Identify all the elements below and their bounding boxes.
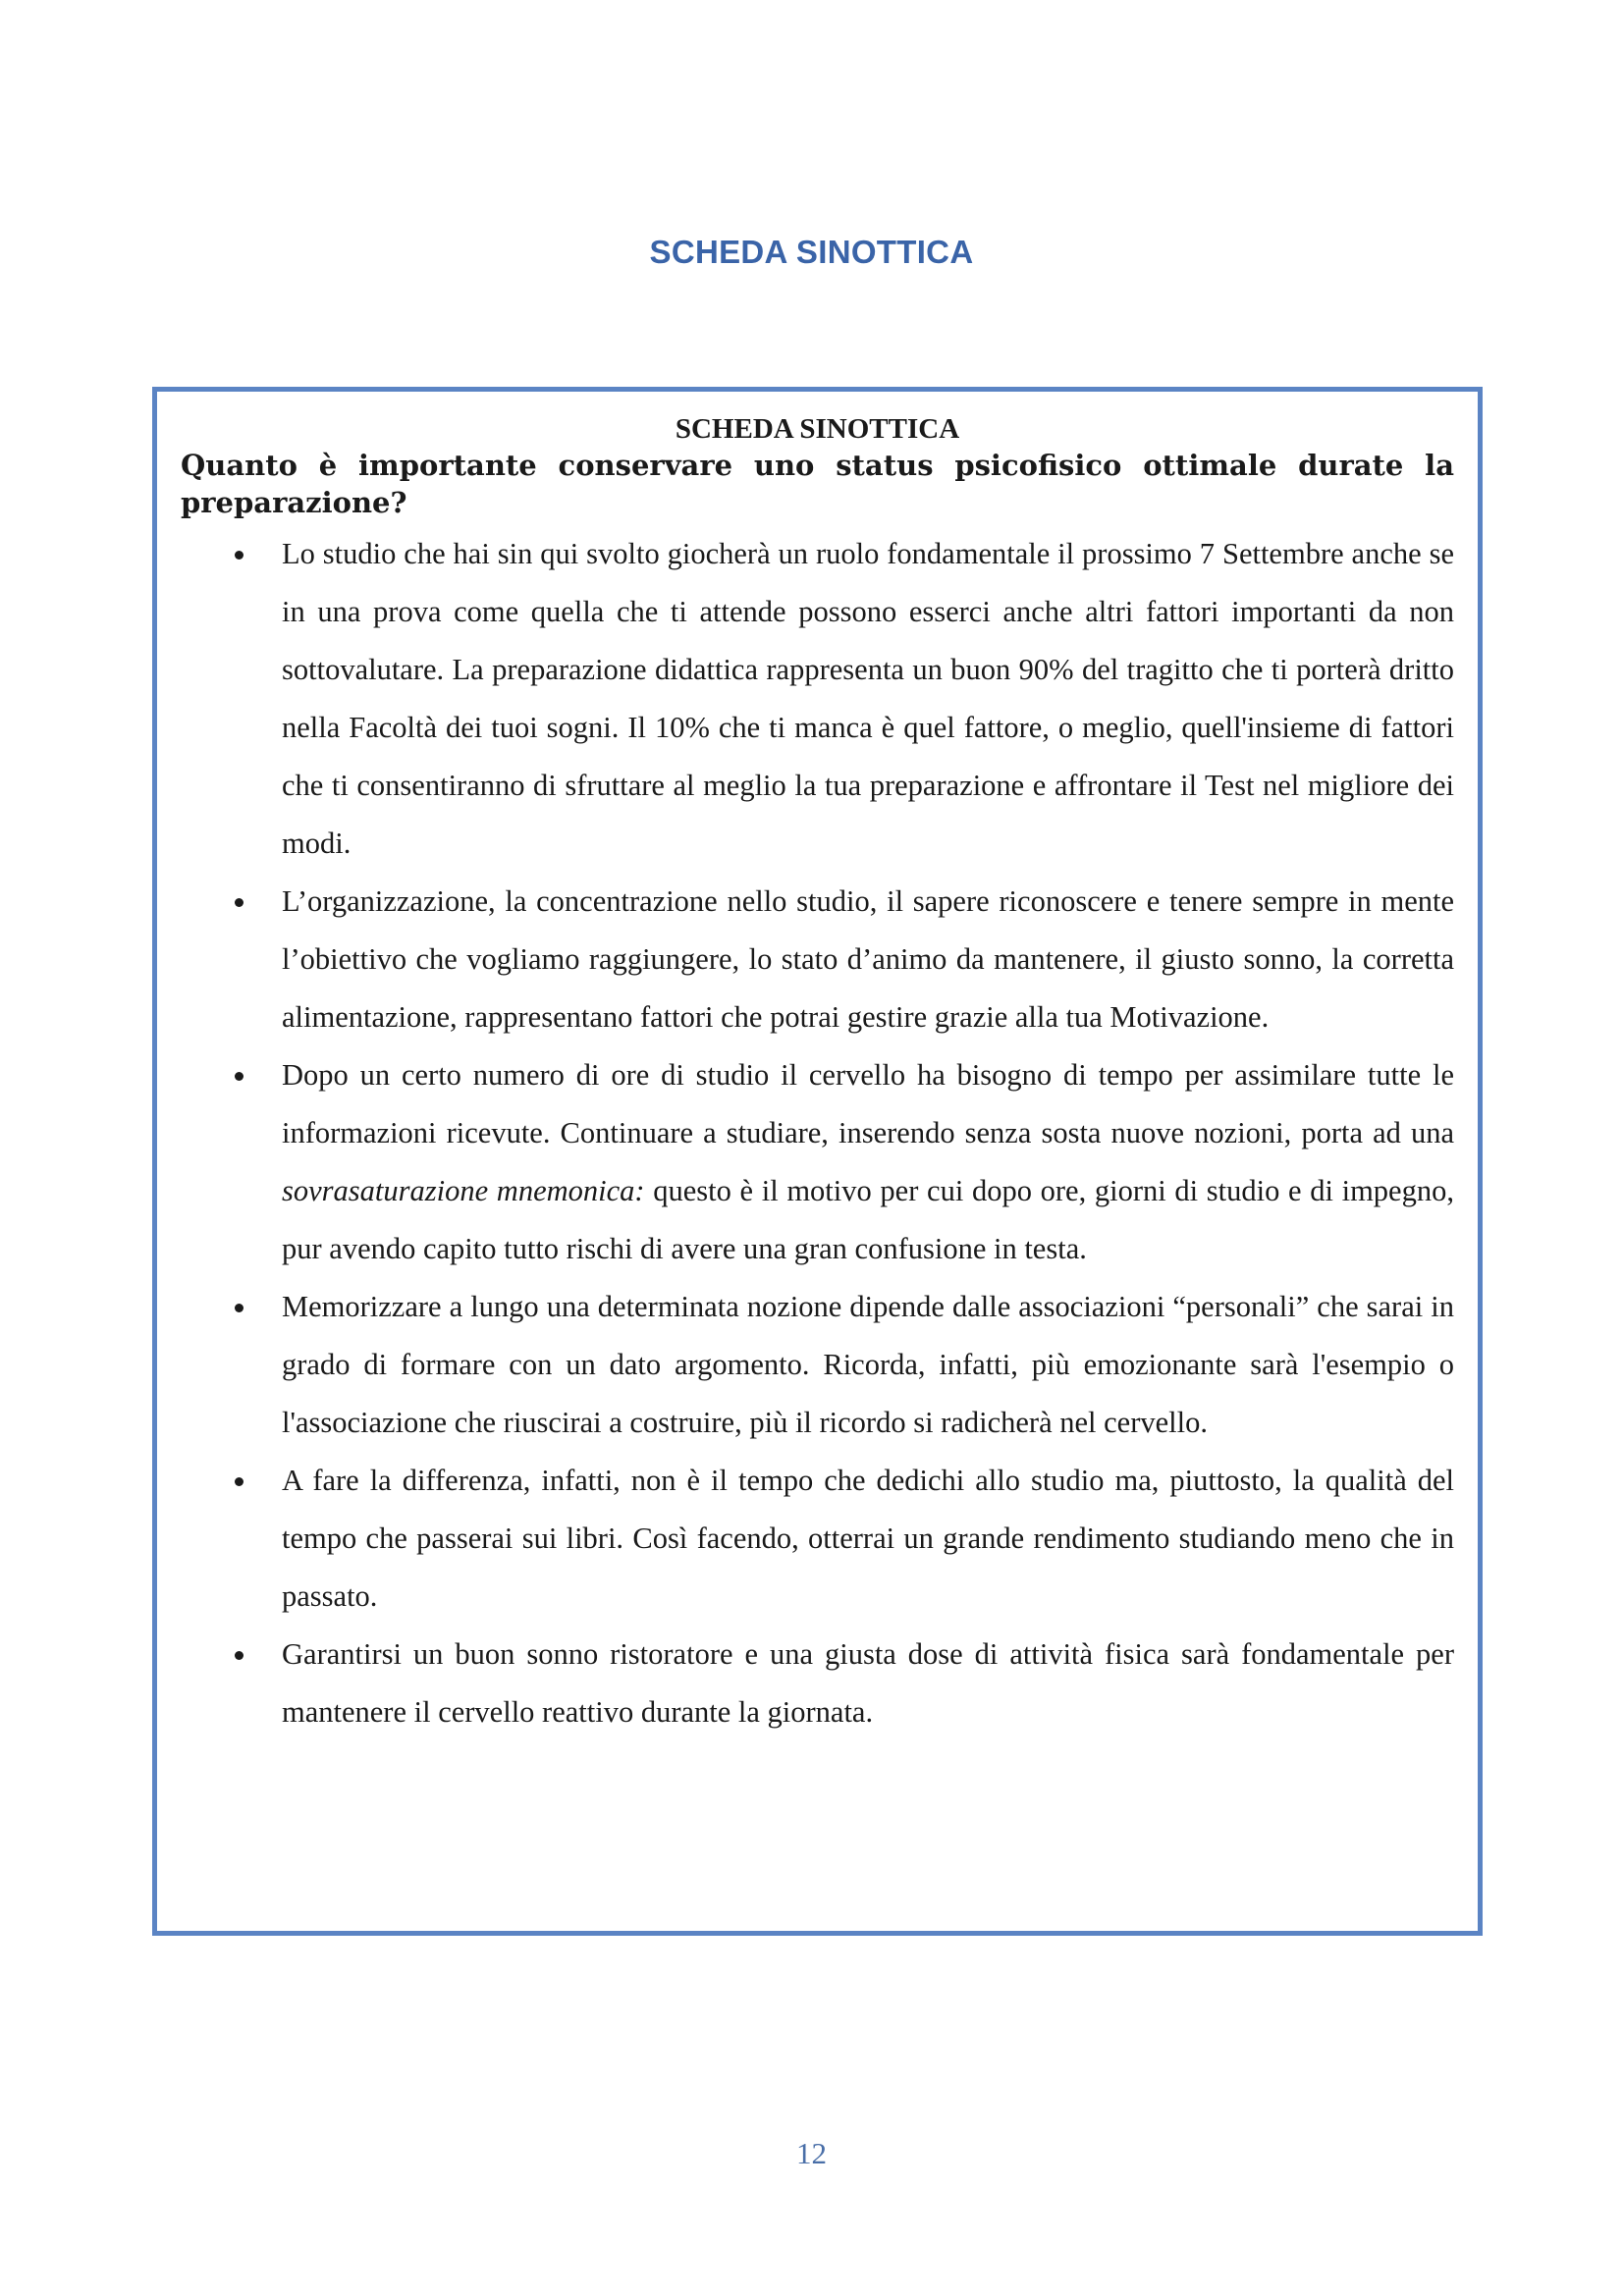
list-item: [181, 1626, 1454, 1741]
bullet-text: Garantirsi un buon sonno ristoratore e una giusta dose di attività fisica sarà fondamentale per mantenere il cervello reattivo durante la giornata.: [282, 1637, 1454, 1729]
list-item: [181, 525, 1454, 873]
bullet-text-italic: sovrasaturazione mnemonica:: [282, 1174, 645, 1207]
bullet-icon: [235, 898, 243, 907]
bullet-icon: [235, 1651, 243, 1660]
bullet-text: L’organizzazione, la concentrazione nello studio, il sapere riconoscere e tenere sempre in mente l’obiettivo che vogliamo raggiungere, lo stato d’animo da mantenere, il giusto sonno, la corretta alimentazione, rappresentano fattori che potrai gestire grazie alla tua Motivazione.: [282, 884, 1454, 1034]
synopsis-box: [152, 387, 1483, 1936]
list-item: [181, 1278, 1454, 1452]
page-heading: SCHEDA SINOTTICA: [649, 234, 974, 270]
bullet-text: Lo studio che hai sin qui svolto giocherà un ruolo fondamentale il prossimo 7 Settembre anche se in una prova come quella che ti attende possono esserci anche altri fattori importanti da non sottovalutare. La preparazione didattica rappresenta un buon 90% del tragitto che ti porterà dritto nella Facoltà dei tuoi sogni. Il 10% che ti manca è quel fattore, o meglio, quell'insieme di fattori che ti consentiranno di sfruttare al meglio la tua preparazione e affrontare il Test nel migliore dei modi.: [282, 537, 1454, 860]
list-item: [181, 1046, 1454, 1278]
bullet-list: [181, 525, 1454, 1741]
box-question: Quanto è importante conservare uno status psicofisico ottimale durate la preparazione?: [181, 449, 1454, 519]
list-item: [181, 1452, 1454, 1626]
page-number: 12: [796, 2136, 827, 2170]
bullet-icon: [235, 551, 243, 560]
bullet-icon: [235, 1072, 243, 1081]
bullet-text: A fare la differenza, infatti, non è il tempo che dedichi allo studio ma, piuttosto, la qualità del tempo che passerai sui libri. Così facendo, otterrai un grande rendimento studiando meno che in passato.: [282, 1464, 1454, 1613]
bullet-text-after: questo è il motivo per cui dopo ore, giorni di studio e di impegno, pur avendo capito tutto rischi di avere una gran confusione in testa.: [282, 1174, 1454, 1265]
bullet-text-before: Dopo un certo numero di ore di studio il cervello ha bisogno di tempo per assimilare tutte le informazioni ricevute. Continuare a studiare, inserendo senza sosta nuove nozioni, porta ad una: [282, 1058, 1454, 1149]
bullet-icon: [235, 1304, 243, 1312]
list-item: [181, 873, 1454, 1046]
bullet-text: Memorizzare a lungo una determinata nozione dipende dalle associazioni “personali” che sarai in grado di formare con un dato argomento. Ricorda, infatti, più emozionante sarà l'esempio o l'associazione che riuscirai a costruire, più il ricordo si radicherà nel cervello.: [282, 1290, 1454, 1439]
bullet-icon: [235, 1477, 243, 1486]
box-title: SCHEDA SINOTTICA: [675, 413, 960, 445]
